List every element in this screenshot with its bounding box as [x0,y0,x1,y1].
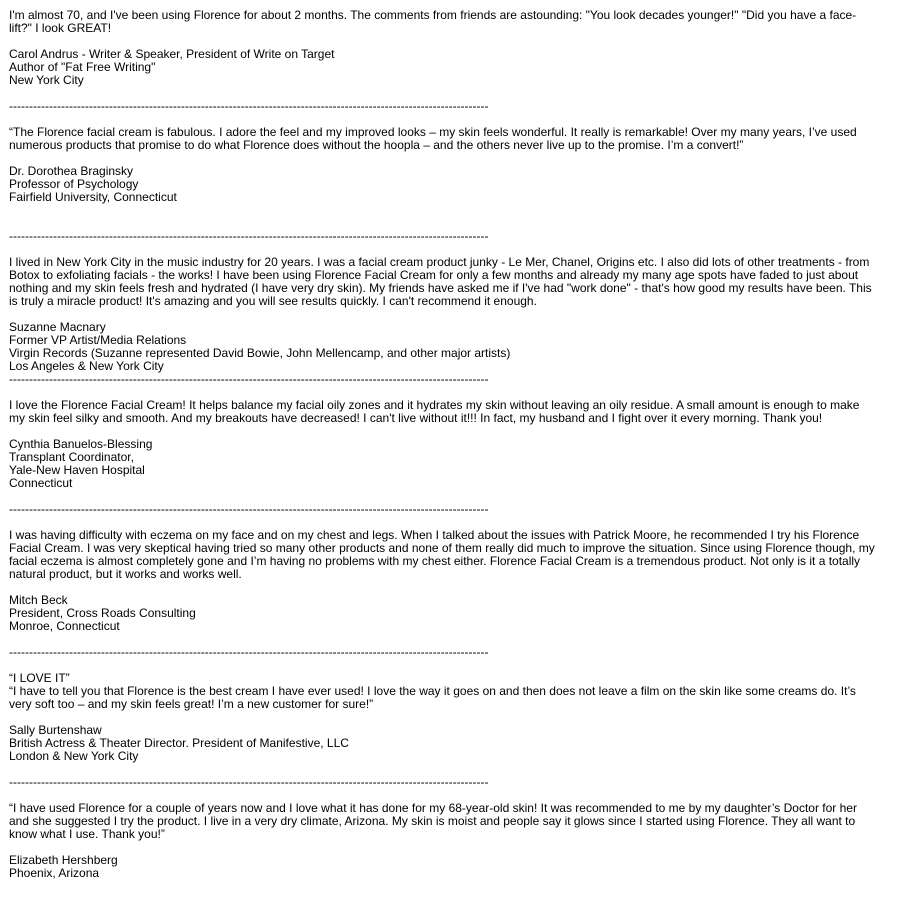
attribution-location: Connecticut [9,476,73,490]
attribution-line: President, Cross Roads Consulting [9,606,196,620]
testimonial [9,529,875,633]
attribution-line: Yale-New Haven Hospital [9,463,145,477]
testimonial-quote: “I have used Florence for a couple of years now and I love what it has done for my 68-year-old skin! It was recommended to me by my daughter’s Doctor for her and she suggested I try the product. I live in a very dry climate, Arizona. My skin is moist and people say it glows since I started using Florence. They all want to know what I use. Thank you!” [9,801,857,841]
attribution-name: Elizabeth Hershberg [9,853,118,867]
attribution-name: Carol Andrus - Writer & Speaker, President of Write on Target [9,47,335,61]
separator-line: ------------------------------------------------------------------------------------------------------------------------ [9,372,489,386]
attribution-line: British Actress & Theater Director. President of Manifestive, LLC [9,736,349,750]
testimonial [9,802,875,880]
attribution-line: Professor of Psychology [9,177,139,191]
attribution-name: Sally Burtenshaw [9,723,102,737]
attribution-name: Mitch Beck [9,593,68,607]
attribution-location: Phoenix, Arizona [9,866,100,880]
attribution-location: New York City [9,73,84,87]
testimonial [9,9,875,87]
testimonial [9,126,875,204]
testimonial [9,672,875,763]
separator-line: ------------------------------------------------------------------------------------------------------------------------ [9,645,489,659]
attribution-name: Cynthia Banuelos-Blessing [9,437,153,451]
attribution-location: Los Angeles & New York City [9,359,164,373]
testimonial-quote: I lived in New York City in the music industry for 20 years. I was a facial cream product junky - Le Mer, Chanel, Origins etc. I also did lots of other treatments - from Botox to exfoliating facials - the works! I have been using Florence Facial Cream for only a few months and already my many age spots have faded to just about nothing and my skin feels fresh and hydrated (I have very dry skin). My friends have asked me if I've had "work done" - that's how good my results have been. This is truly a miracle product! It's amazing and you will see results quickly. I can't recommend it enough. [9,255,872,308]
attribution-line: Author of "Fat Free Writing" [9,60,156,74]
attribution-line: Transplant Coordinator, [9,450,134,464]
attribution-name: Suzanne Macnary [9,320,106,334]
separator-line: ------------------------------------------------------------------------------------------------------------------------ [9,99,489,113]
attribution-location: Fairfield University, Connecticut [9,190,177,204]
separator-line: ------------------------------------------------------------------------------------------------------------------------ [9,229,489,243]
testimonial-heading: “I LOVE IT” [9,671,70,685]
separator-line: ------------------------------------------------------------------------------------------------------------------------ [9,775,489,789]
attribution-line: Former VP Artist/Media Relations [9,333,187,347]
attribution-location: London & New York City [9,749,139,763]
testimonial [9,256,875,373]
attribution-line: Virgin Records (Suzanne represented David Bowie, John Mellencamp, and other major artists) [9,346,511,360]
separator-line: ------------------------------------------------------------------------------------------------------------------------ [9,502,489,516]
testimonial-quote: I love the Florence Facial Cream! It helps balance my facial oily zones and it hydrates my skin without leaving an oily residue. A small amount is enough to make my skin feel silky and smooth. And my breakouts have decreased! I can't live without it!!! In fact, my husband and I fight over it every morning. Thank you! [9,398,860,425]
testimonial-quote: I was having difficulty with eczema on my face and on my chest and legs. When I talked about the issues with Patrick Moore, he recommended I try his Florence Facial Cream. I was very skeptical having tried so many other products and none of them really did much to improve the situation. Since using Florence though, my facial eczema is almost completely gone and I’m having no problems with my chest either. Florence Facial Cream is a tremendous product. Not only is it a totally natural product, but it works and works well. [9,528,875,581]
attribution-location: Monroe, Connecticut [9,619,120,633]
testimonial [9,399,875,490]
testimonial-quote: “The Florence facial cream is fabulous. I adore the feel and my improved looks – my skin feels wonderful. It really is remarkable! Over my many years, I’ve used numerous products that promise to do what Florence does without the hoopla – and the others never live up to the promise. I’m a convert!” [9,125,857,152]
attribution-name: Dr. Dorothea Braginsky [9,164,134,178]
testimonial-quote: I'm almost 70, and I've been using Florence for about 2 months. The comments from friends are astounding: "You look decades younger!" "Did you have a face-lift?" I look GREAT! [9,8,857,35]
testimonial-quote: “I have to tell you that Florence is the best cream I have ever used! I love the way it goes on and then does not leave a film on the skin like some creams do. It’s very soft too – and my skin feels great! I’m a new customer for sure!” [9,684,856,711]
